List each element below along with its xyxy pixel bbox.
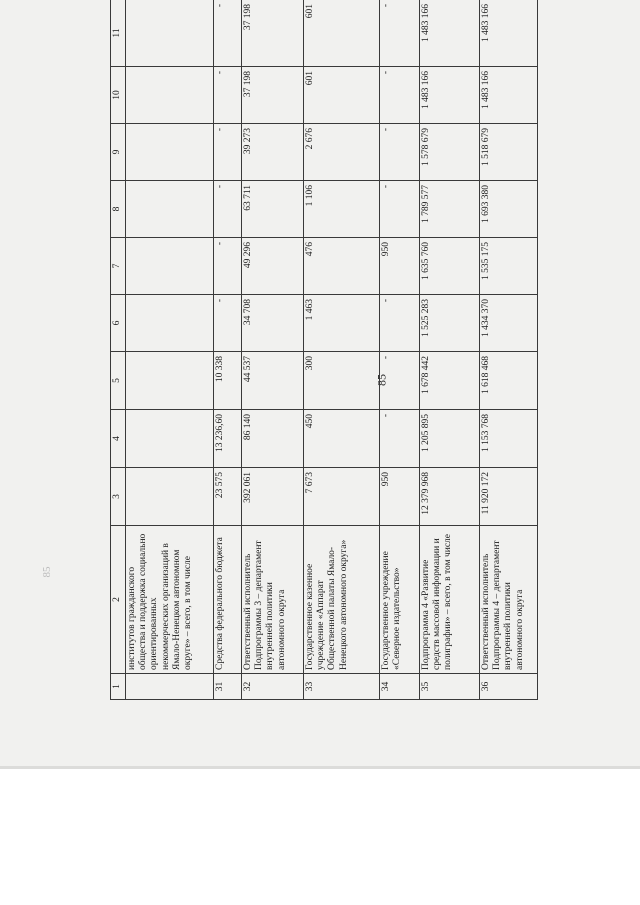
value-cell — [126, 468, 214, 526]
value-cell: 2 676 — [304, 124, 380, 181]
value-cell: 1 434 370 — [480, 295, 538, 352]
value-cell: 1 518 679 — [480, 124, 538, 181]
value-cell: 392 061 — [242, 468, 304, 526]
row-name: Средства федерального бюджета — [214, 526, 242, 674]
value-cell: - — [380, 352, 420, 410]
value-cell: - — [214, 67, 242, 124]
value-cell: 1 678 442 — [420, 352, 480, 410]
value-cell — [126, 410, 214, 468]
page-number: 85 — [374, 374, 389, 386]
table-row — [214, 0, 242, 700]
value-cell — [126, 67, 214, 124]
value-cell: 7 673 — [304, 468, 380, 526]
value-cell: 34 708 — [242, 295, 304, 352]
value-cell — [126, 0, 214, 67]
row-number: 36 — [480, 674, 538, 700]
header-cell: 5 — [111, 352, 126, 410]
row-name: Государственное казенное учреждение «Аппарат Общественной палаты Ямало-Ненецкого автономного округа» — [304, 526, 380, 674]
value-cell: 1 525 283 — [420, 295, 480, 352]
table-row — [126, 0, 214, 700]
value-cell: 601 — [304, 0, 380, 67]
row-name: Ответственный исполнитель Подпрограммы 4 – департамент внутренней политики автономного округа — [480, 526, 538, 674]
header-cell: 4 — [111, 410, 126, 468]
value-cell: 1 205 895 — [420, 410, 480, 468]
ghost-page-number: 85 — [41, 566, 53, 578]
row-number: 33 — [304, 674, 380, 700]
value-cell — [126, 352, 214, 410]
budget-table-wrapper — [110, 0, 535, 700]
scan-edge — [0, 766, 640, 769]
header-cell: 10 — [111, 67, 126, 124]
row-number: 35 — [420, 674, 480, 700]
value-cell: 39 273 — [242, 124, 304, 181]
value-cell: 44 537 — [242, 352, 304, 410]
value-cell: 1 578 679 — [420, 124, 480, 181]
value-cell: 1 463 — [304, 295, 380, 352]
value-cell: - — [214, 0, 242, 67]
value-cell: 1 483 166 — [480, 0, 538, 67]
table-row — [242, 0, 304, 700]
row-number: 34 — [380, 674, 420, 700]
value-cell: 1 153 768 — [480, 410, 538, 468]
row-number: 32 — [242, 674, 304, 700]
header-cell: 9 — [111, 124, 126, 181]
budget-table — [110, 0, 538, 700]
header-cell: 11 — [111, 0, 126, 67]
value-cell: 23 575 — [214, 468, 242, 526]
header-cell: 2 — [111, 526, 126, 674]
value-cell: 1 535 175 — [480, 238, 538, 295]
value-cell: - — [380, 410, 420, 468]
value-cell: 1 483 166 — [480, 67, 538, 124]
row-name: Государственное учреждение «Северное издательство» — [380, 526, 420, 674]
value-cell: 12 379 968 — [420, 468, 480, 526]
value-cell: 1 106 — [304, 181, 380, 238]
header-row — [111, 0, 126, 700]
value-cell: 37 198 — [242, 67, 304, 124]
row-number — [126, 674, 214, 700]
value-cell: - — [214, 295, 242, 352]
value-cell: 1 618 468 — [480, 352, 538, 410]
value-cell: 450 — [304, 410, 380, 468]
value-cell — [126, 181, 214, 238]
value-cell: - — [380, 67, 420, 124]
value-cell: 49 296 — [242, 238, 304, 295]
value-cell: - — [214, 124, 242, 181]
table-row — [420, 0, 480, 700]
value-cell: 1 483 166 — [420, 67, 480, 124]
value-cell: 950 — [380, 468, 420, 526]
value-cell: 476 — [304, 238, 380, 295]
header-cell: 8 — [111, 181, 126, 238]
table-row — [304, 0, 380, 700]
value-cell: - — [214, 181, 242, 238]
header-cell: 7 — [111, 238, 126, 295]
value-cell: - — [380, 124, 420, 181]
value-cell: 63 711 — [242, 181, 304, 238]
value-cell: - — [380, 181, 420, 238]
row-number: 31 — [214, 674, 242, 700]
header-cell: 1 — [111, 674, 126, 700]
header-cell: 3 — [111, 468, 126, 526]
value-cell: 1 635 760 — [420, 238, 480, 295]
value-cell: 10 338 — [214, 352, 242, 410]
value-cell: 86 140 — [242, 410, 304, 468]
value-cell: - — [380, 295, 420, 352]
row-name: Подпрограмма 4 «Развитие средств массовой информации и полиграфии» – всего, в том числе — [420, 526, 480, 674]
value-cell — [126, 124, 214, 181]
value-cell: - — [214, 238, 242, 295]
value-cell: 1 483 166 — [420, 0, 480, 67]
value-cell — [126, 295, 214, 352]
value-cell: 13 236,60 — [214, 410, 242, 468]
value-cell: 1 693 380 — [480, 181, 538, 238]
value-cell — [126, 238, 214, 295]
value-cell: 300 — [304, 352, 380, 410]
value-cell: 11 920 172 — [480, 468, 538, 526]
value-cell: - — [380, 0, 420, 67]
value-cell: 601 — [304, 67, 380, 124]
row-name: Ответственный исполнитель Подпрограммы 3 – департамент внутренней политики автономного округа — [242, 526, 304, 674]
table-row — [380, 0, 420, 700]
table-row — [480, 0, 538, 700]
row-name: институтов гражданского общества и поддержка социально ориентированных некоммерческих организаций в Ямало-Ненецком автономном округе» – всего, в том числе — [126, 526, 214, 674]
header-cell: 6 — [111, 295, 126, 352]
value-cell: 37 198 — [242, 0, 304, 67]
value-cell: 950 — [380, 238, 420, 295]
value-cell: 1 789 577 — [420, 181, 480, 238]
